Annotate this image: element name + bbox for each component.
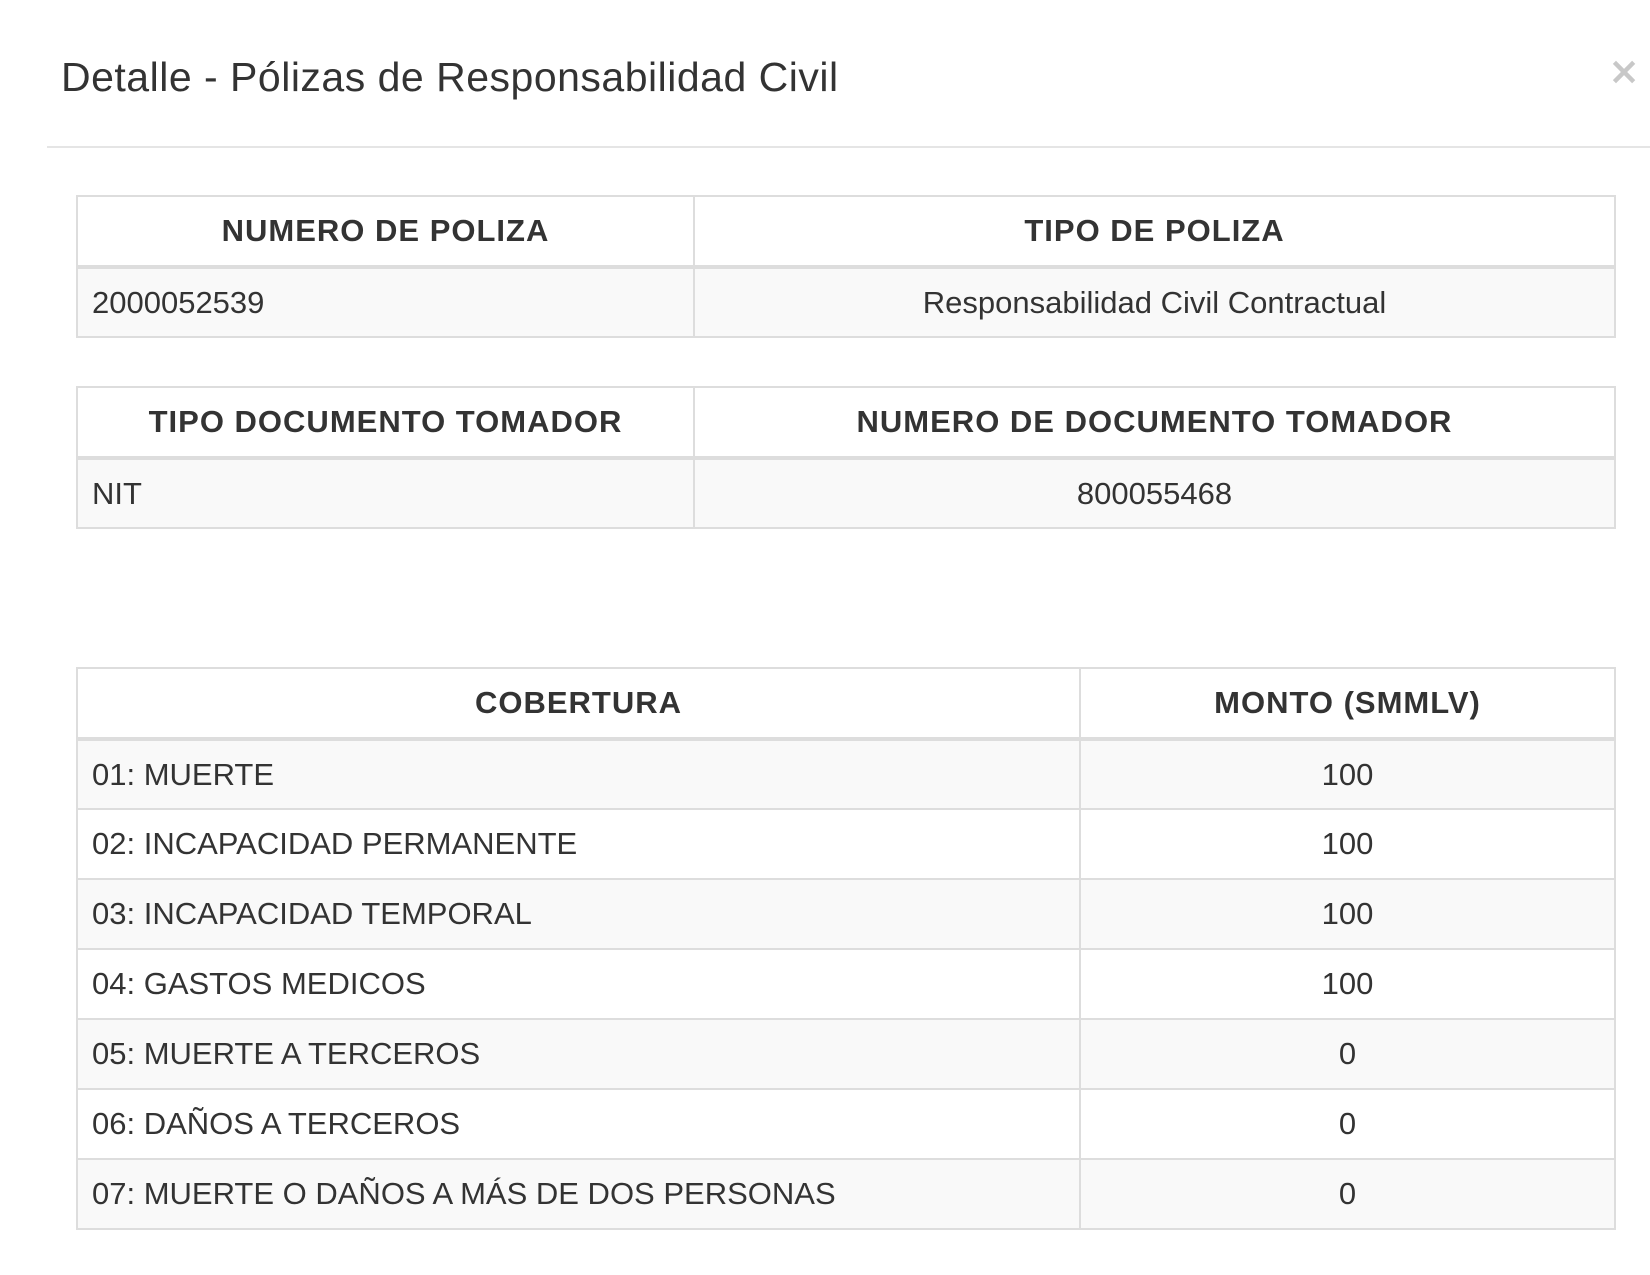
policy-table	[76, 195, 1616, 338]
policy-type-cell: Responsabilidad Civil Contractual	[694, 267, 1615, 337]
coverage-amount-cell: 0	[1080, 1089, 1615, 1159]
coverage-name-cell: 05: MUERTE A TERCEROS	[77, 1019, 1080, 1089]
table-header-row	[77, 196, 1615, 267]
coverage-amount-cell: 100	[1080, 879, 1615, 949]
coverage-amount-cell: 0	[1080, 1019, 1615, 1089]
modal-title: Detalle - Pólizas de Responsabilidad Civil	[61, 54, 839, 100]
policy-number-cell: 2000052539	[77, 267, 694, 337]
coverage-name-cell: 02: INCAPACIDAD PERMANENTE	[77, 809, 1080, 879]
coverage-amount-cell: 100	[1080, 809, 1615, 879]
table-row	[77, 1159, 1615, 1229]
coverage-table	[76, 667, 1616, 1230]
close-icon[interactable]: ×	[1608, 49, 1640, 93]
table-row	[77, 1089, 1615, 1159]
modal-header	[47, 0, 1650, 148]
coverage-amount-cell: 100	[1080, 739, 1615, 809]
column-header-amount: MONTO (SMMLV)	[1080, 668, 1615, 739]
table-row	[77, 949, 1615, 1019]
document-number-cell: 800055468	[694, 458, 1615, 528]
column-header-policy-number: NUMERO DE POLIZA	[77, 196, 694, 267]
coverage-amount-cell: 100	[1080, 949, 1615, 1019]
coverage-name-cell: 01: MUERTE	[77, 739, 1080, 809]
coverage-name-cell: 04: GASTOS MEDICOS	[77, 949, 1080, 1019]
table-row	[77, 739, 1615, 809]
table-row	[77, 1019, 1615, 1089]
coverage-name-cell: 07: MUERTE O DAÑOS A MÁS DE DOS PERSONAS	[77, 1159, 1080, 1229]
coverage-amount-cell: 0	[1080, 1159, 1615, 1229]
column-header-policy-type: TIPO DE POLIZA	[694, 196, 1615, 267]
table-header-row	[77, 668, 1615, 739]
policyholder-table	[76, 386, 1616, 529]
coverage-name-cell: 06: DAÑOS A TERCEROS	[77, 1089, 1080, 1159]
table-row	[77, 879, 1615, 949]
table-row	[77, 267, 1615, 337]
table-header-row	[77, 387, 1615, 458]
document-type-cell: NIT	[77, 458, 694, 528]
column-header-document-type: TIPO DOCUMENTO TOMADOR	[77, 387, 694, 458]
column-header-coverage: COBERTURA	[77, 668, 1080, 739]
table-row	[77, 458, 1615, 528]
column-header-document-number: NUMERO DE DOCUMENTO TOMADOR	[694, 387, 1615, 458]
table-row	[77, 809, 1615, 879]
coverage-name-cell: 03: INCAPACIDAD TEMPORAL	[77, 879, 1080, 949]
